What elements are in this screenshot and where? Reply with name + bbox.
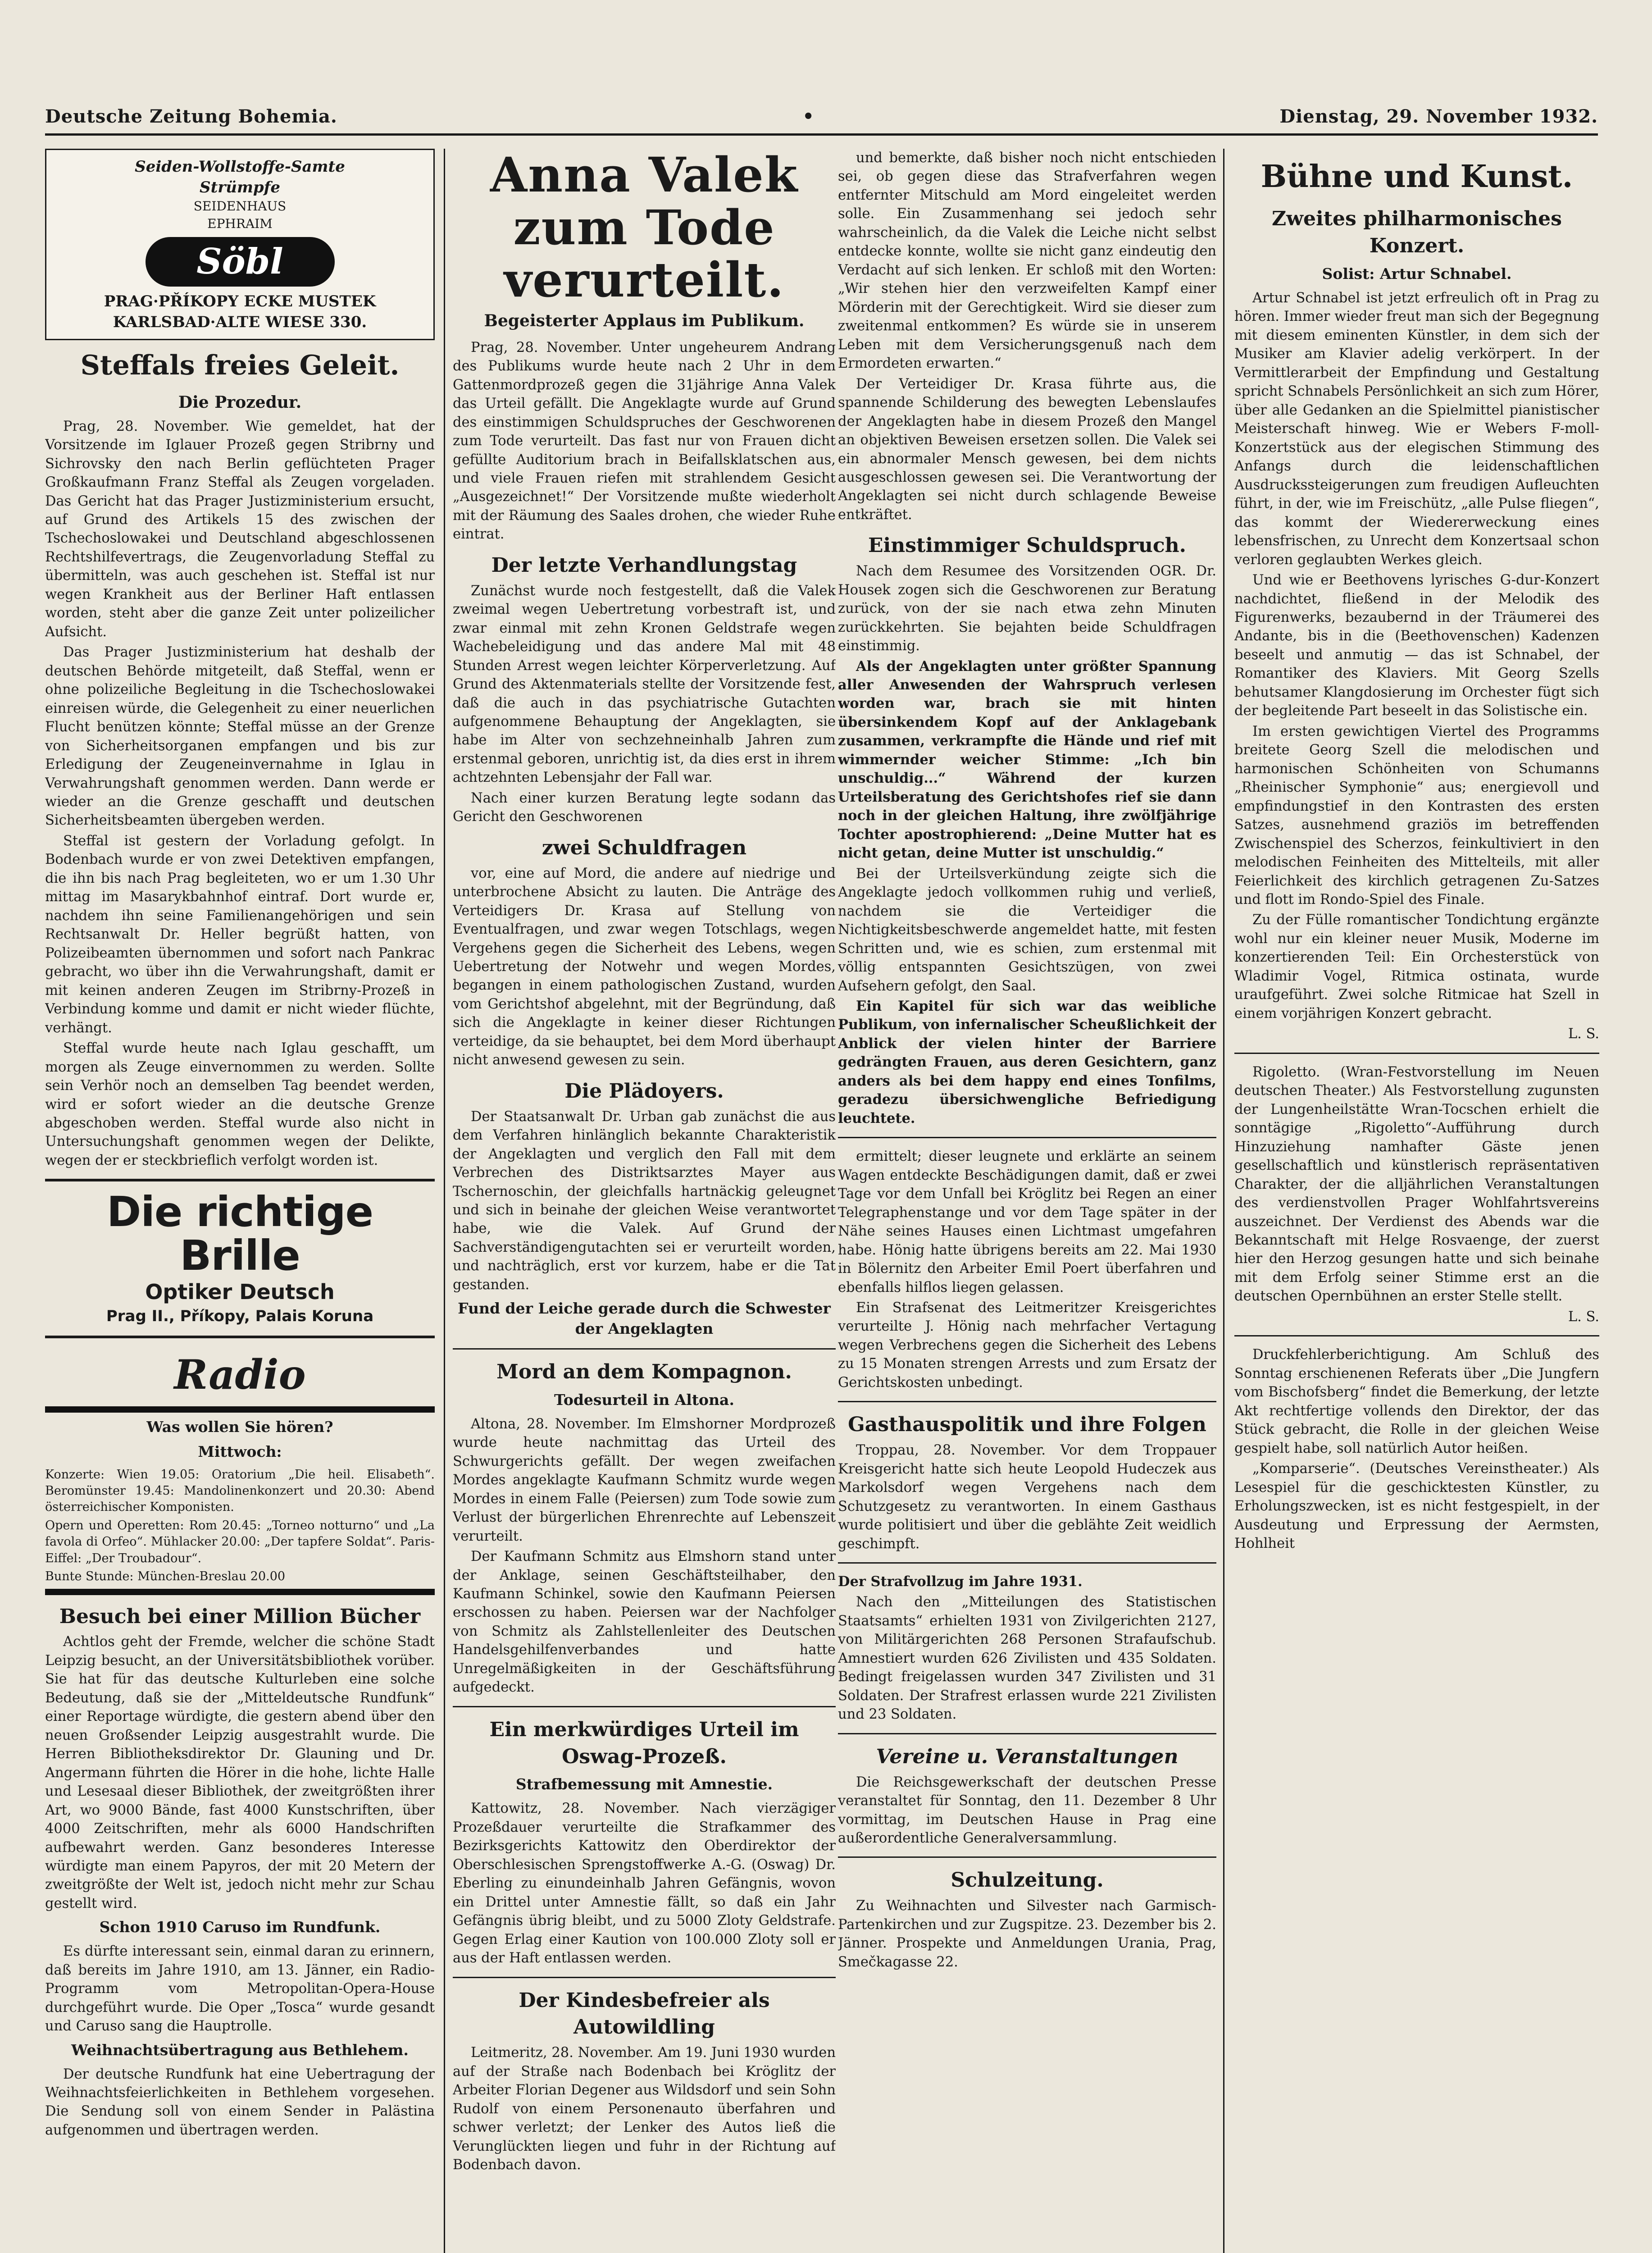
article-headline: Der letzte Verhandlungstag	[491, 553, 797, 577]
optician-ad	[45, 1190, 435, 1327]
article-paragraph: Leitmeritz, 28. November. Am 19. Juni 1930 wurden auf der Straße nach Bodenbach bei Kröglitz der Arbeiter Florian Degener aus Wildsdorf und sein Sohn Rudolf von einem Personenauto überfahren und schwer verletzt; der Lenker des Autos ließ die Verunglückten liegen und fuhr in der Richtung auf Bodenbach davon.	[453, 2045, 836, 2173]
article-paragraph: Prag, 28. November. Unter ungeheurem Andrang des Publikums wurde heute nach 2 Uhr in dem Gattenmordprozeß gegen die 31jährige Anna Valek das Urteil gefällt. Die Angeklagte wurde auf Grund des einstimmigen Schuldspruches der Geschworenen zum Tode verurteilt. Das fast nur von Frauen dicht gefüllte Auditorium brach in Beifallsklatschen aus, und viele Frauen riefen mit strahlendem Gesicht „Ausgezeichnet!“ Der Vorsitzende mußte wiederholt mit der Räumung des Saales drohen, che wieder Ruhe eintrat.	[453, 339, 836, 543]
article-paragraph: Kattowitz, 28. November. Nach vierzägiger Prozeßdauer verurteilte die Strafkammer des Bezirksgerichts Kattowitz den Oberdirektor der Oberschlesischen Sprengstoffwerke A.-G. (Oswag) Dr. Eberling zu einundeinhalb Jahren Gefängnis, wovon ein Drittel unter Amnestie fällt, so daß ein Jahr Gefängnis übrig bleibt, und zu 5000 Zloty Geldstrafe. Gegen Erlag einer Kaution von 100.000 Zloty soll er aus der Haft entlassen werden.	[453, 1801, 836, 1966]
article-paragraph: Zu der Fülle romantischer Tondichtung ergänzte wohl nur ein kleiner neuer Musik, Moderne im konzertierenden Teil: Ein Orchesterstück von Wladimir Vogel, Ritmica ostinata, wurde uraufgeführt. Zwei solche Ritmicae hat Szell in einem vorjährigen Konzert gebracht.	[1234, 912, 1599, 1022]
article-paragraph: Und wie er Beethovens lyrisches G-dur-Konzert nachdichtet, fließend in der Melodik des Figurenwerks, bezaubernd in der Träumerei des Andante, bis in die (Beethovenschen) Kadenzen beseelt und anmutig — das ist Schnabel, der Romantiker des Klaviers. Mit Georg Szells behutsamer Klangdosierung im Orchester fügt sich der begleitende Part beseelt in das Solistische ein.	[1234, 572, 1599, 719]
ad-line-2: Strümpfe	[200, 178, 280, 197]
article-headline: Gasthauspolitik und ihre Folgen	[848, 1413, 1206, 1437]
optician-ad-title: Die richtige Brille	[106, 1188, 373, 1280]
article-paragraph: Der Strafvollzug im Jahre 1931.	[838, 1573, 1083, 1590]
article-paragraph: Artur Schnabel ist jetzt erfreulich oft in Prag zu hören. Immer wieder freut man sich der Begegnung mit diesem eminenten Künstler, in dem sich der Musiker am Klavier adelig verkörpert. In der Vermittlerarbeit der Empfindung und Gestaltung spricht Schnabels Persönlichkeit an sich zum Hörer, über alle Gedanken an die Spielmittel pianistischer Meisterschaft hinweg. Wie er Webers F-moll-Konzertstück aus der elegischen Stimmung des Anfangs durch die leidenschaftlichen Ausdruckssteigerungen zum freudigen Aufleuchten führt, in der, wie im Freischütz, „alle Pulse fliegen“, das kommt der Wiedererweckung eines lebensfrischen, zu Unrecht dem Konzertsaal schon verloren geglaubten Werkes gleich.	[1234, 290, 1599, 568]
article-headline: Vereine u. Veranstaltungen	[876, 1745, 1179, 1768]
ad-ephraim: EPHRAIM	[207, 216, 273, 231]
article-paragraph: Zu Weihnachten und Silvester nach Garmisch-Partenkirchen und zur Zugspitze. 23. Dezember bis 2. Jänner. Prospekte und Anmeldungen Urania, Prag, Smečkagasse 22.	[838, 1898, 1216, 1970]
article-headline: Die Plädoyers.	[564, 1079, 724, 1103]
optician-ad-address: Prag II., Příkopy, Palais Koruna	[106, 1307, 374, 1326]
radio-line: Bunte Stunde: München-Breslau 20.00	[45, 1569, 286, 1584]
ad-logo: Söbl	[146, 237, 335, 287]
divider	[1234, 1053, 1599, 1054]
radio-section-title: Radio	[174, 1351, 306, 1399]
article-headline: Einstimmiger Schuldspruch.	[868, 534, 1186, 557]
article-headline: Mord an dem Kompagnon.	[496, 1360, 792, 1384]
article-paragraph: ermittelt; dieser leugnete und erklärte an seinem Wagen entdeckte Beschädigungen damit, daß er zwei Tage vor dem Unfall bei Kröglitz bei Regen an einer Telegraphenstange und vor dem Tage später in der Nähe seines Hauses einen Lichtmast umgefahren habe. Hönig hatte übrigens bereits am 22. Mai 1930 in Bölernitz den Arbeiter Emil Poert überfahren und ebenfalls hilflos liegen gelassen.	[838, 1149, 1216, 1295]
article-headline: zwei Schuldfragen	[542, 836, 747, 859]
divider	[45, 1179, 435, 1181]
ad-line-1: Seiden-Wollstoffe-Samte	[135, 158, 345, 176]
article-headline: Weihnachtsübertragung aus Bethlehem.	[71, 2041, 409, 2059]
article-paragraph: Druckfehlerberichtigung. Am Schluß des Sonntag erschienenen Referats über „Die Jungfern vom Bischofsberg“ findet die Bemerkung, der letzte Akt rechtfertige vollends den Direktor, der das Stück gebracht, die Rolle in der gleichen Weise gespielt habe, soll natürlich Autor heißen.	[1234, 1347, 1599, 1456]
article-paragraph: Der deutsche Rundfunk hat eine Uebertragung der Weihnachtsfeierlichkeiten in Bethlehem vorgesehen. Die Sendung soll von einem Sender in Palästina aufgenommen und übertragen werden.	[45, 2066, 435, 2138]
lead-subheadline: Begeisterter Applaus im Publikum.	[484, 311, 805, 330]
radio-bar	[45, 1589, 435, 1595]
section-headline: Bühne und Kunst.	[1261, 159, 1573, 195]
column-divider	[444, 149, 445, 2253]
column-divider	[1223, 149, 1224, 2253]
radio-bar	[45, 1406, 435, 1413]
ad-seidenhaus: SEIDENHAUS	[193, 199, 287, 214]
article-paragraph: Der Verteidiger Dr. Krasa führte aus, die spannende Schilderung des bewegten Lebenslaufes der Angeklagten habe in diesem Prozeß den Mangel an objektiven Beweisen ersetzen sollen. Die Valek sei ein abnormaler Mensch gewesen, bei dem nichts ausgeschlossen gewesen sei. Die Verantwortung der Angeklagten sei nicht durch schlagende Beweise entkräftet.	[838, 376, 1216, 523]
article-paragraph: Der Staatsanwalt Dr. Urban gab zunächst die aus dem Verfahren hinlänglich bekannte Charakteristik der Angeklagten und verglich den Fall mit dem Verbrechen des Distriktsarztes Mayer aus Tschernoschin, der gleichfalls hartnäckig geleugnet und sich in beinahe der gleichen Weise verantwortet habe, wie die Valek. Auf Grund der Sachverständigengutachten sei er verurteilt worden, und nachträglich, erst vor kurzem, habe er die Tat gestanden.	[453, 1108, 836, 1293]
divider	[1234, 1335, 1599, 1336]
article-paragraph: Nach den „Mitteilungen des Statistischen Staatsamts“ erhielten 1931 von Zivilgerichten 2127, von Militärgerichten 268 Personen Strafaufschub. Amnestiert wurden 626 Zivilisten und 435 Soldaten. Bedingt freigelassen wurden 347 Zivilisten und 31 Soldaten. Der Strafrest erlassen wurde 221 Zivilisten und 23 Soldaten.	[838, 1594, 1216, 1723]
article-paragraph: und bemerkte, daß bisher noch nicht entschieden sei, ob gegen diese das Strafverfahren wegen entfernter Mitschuld am Mord eingeleitet werden solle. Ein Zusammenhang sei jedoch sehr wahrscheinlich, da die Valek die Leiche nicht selbst entdecke konnte, wollte sie nicht ganz eindeutig den Verdacht auf sich lenken. Er schloß mit den Worten: „Wir stehen hier den verzweifelten Kampf einer Mörderin mit der Gerechtigkeit. Wird sie dieser zum zweitenmal entkommen? Es würde sie in unserem Leben mit dem Versicherungsgenuß nach dem Ermordeten erwarten.“	[838, 150, 1216, 372]
article-paragraph: Nach einer kurzen Beratung legte sodann das Gericht den Geschworenen	[453, 790, 836, 825]
article-subheadline: Strafbemessung mit Amnestie.	[515, 1775, 773, 1793]
article-subheadline: Todesurteil in Altona.	[554, 1391, 734, 1409]
radio-subtitle: Was wollen Sie hören?	[146, 1418, 333, 1436]
optician-ad-name: Optiker Deutsch	[145, 1279, 335, 1304]
column-2	[453, 149, 836, 2253]
article-paragraph: Als der Angeklagten unter größter Spannung aller Anwesenden der Wahrspruch verlesen worden war, brach sie mit hinten übersinkendem Kopf auf der Anklagebank zusammen, verkrampfte die Hände und rief mit wimmernder weicher Stimme: „Ich bin unschuldig...“ Während der kurzen Urteilsberatung des Gerichtshofes rief sie dann noch in der gleichen Haltung, ihre zwölfjährige Tochter apostrophierend: „Deine Mutter hat es nicht getan, deine Mutter ist unschuldig.“	[838, 658, 1216, 862]
radio-line: Opern und Operetten: Rom 20.45: „Torneo notturno“ und „La favola di Orfeo“. Mühlacker 20.00: „Der tapfere Soldat“. Paris-Eiffel: „Der Troubadour“.	[45, 1518, 435, 1565]
article-headline: Zweites philharmonisches Konzert.	[1272, 207, 1562, 258]
divider	[838, 1562, 1216, 1564]
article-headline: Ein merkwürdiges Urteil im Oswag-Prozeß.	[489, 1718, 799, 1768]
article-paragraph: Es dürfte interessant sein, einmal daran zu erinnern, daß bereits im Jahre 1910, am 13. Jänner, ein Radio-Programm vom Metropolitan-Opera-House durchgeführt wurde. Die Oper „Tosca“ wurde gesandt und Caruso sang die Hauptrolle.	[45, 1943, 435, 2034]
article-subheadline: Die Prozedur.	[178, 392, 302, 412]
article-paragraph: Steffal wurde heute nach Iglau geschafft, um morgen als Zeuge einvernommen zu werden. Sollte sein Verhör noch an demselben Tag beendet werden, wird er sofort wieder an die deutsche Grenze abgeschoben werden. Steffal wurde also nicht in Untersuchungshaft genommen wegen der Delikte, wegen der er steckbrieflich verfolgt worden ist.	[45, 1040, 435, 1168]
header-paper-name: Deutsche Zeitung Bohemia.	[45, 106, 337, 127]
radio-line: Konzerte: Wien 19.05: Oratorium „Die heil. Elisabeth“. Beromünster 19.45: Mandolinenkonzert und 20.30: Abend österreichischer Komponisten.	[45, 1467, 435, 1514]
article-headline: Steffals freies Geleit.	[80, 350, 400, 382]
page-header	[45, 106, 1598, 136]
column-4	[1234, 149, 1599, 2253]
article-paragraph: Ein Strafsenat des Leitmeritzer Kreisgerichtes verurteilte J. Hönig nach mehrfacher Vertagung wegen Verbrechens gegen die Sicherheit des Lebens zu 15 Monaten strengen Arrests und zum Ersatz der Gerichtskosten unbedingt.	[838, 1300, 1216, 1391]
article-paragraph: vor, eine auf Mord, die andere auf niedrige und unterbrochene Absicht zu lauten. Die Anträge des Verteidigers Dr. Krasa auf Stellung von Eventualfragen, und zwar wegen Totschlags, wegen Vergehens gegen die Sicherheit des Lebens, wegen Uebertretung der Notwehr und wegen Mordes, begangen in einem pathologischen Zustand, wurden vom Gerichtshof abgelehnt, mit der Begründung, daß sich die Angeklagte in keiner dieser Richtungen verteidige, da sie behauptet, bei dem Mord überhaupt nicht anwesend gewesen zu sein.	[453, 865, 836, 1068]
divider	[453, 1348, 836, 1350]
divider	[838, 1733, 1216, 1734]
article-paragraph: Im ersten gewichtigen Viertel des Programms breitete Georg Szell die melodischen und harmonischen Schönheiten von Schumanns „Rheinischer Symphonie“ aus; energievoll und empfindungstief in den Kontrasten des ersten Satzes, ausnehmend graziös im betreffenden Zwischenspiel des Scherzos, feinkultiviert in den melodischen Feinheiten des Mittelteils, mit aller Feierlichkeit des kirchlich getragenen Zu-Satzes und flott im Rondo-Spiel des Finale.	[1234, 723, 1599, 908]
radio-day: Mittwoch:	[198, 1442, 282, 1460]
header-page-number: •	[802, 106, 815, 127]
article-headline: Schulzeitung.	[951, 1869, 1104, 1892]
article-paragraph: Die Reichsgewerkschaft der deutschen Presse veranstaltet für Sonntag, den 11. Dezember 8 Uhr vormittag, im Deutschen Hause in Prag eine außerordentliche Generalversammlung.	[838, 1774, 1216, 1846]
article-paragraph: Nach dem Resumee des Vorsitzenden OGR. Dr. Housek zogen sich die Geschworenen zur Beratung zurück, von der sie nach etwa zehn Minuten zurückkehrten. Sie bejahten beide Schuldfragen einstimmig.	[838, 563, 1216, 654]
author-signature: L. S.	[1568, 1026, 1599, 1042]
article-paragraph: Ein Kapitel für sich war das weibliche Publikum, von infernalischer Scheußlichkeit der Anblick der vielen hinter der Barriere gedrängten Frauen, aus deren Gesichtern, ganz anders als bei dem happy end eines Tonfilms, geradezu übersichwengliche Befriedigung leuchtete.	[838, 998, 1216, 1126]
author-signature: L. S.	[1568, 1309, 1599, 1325]
article-paragraph: Der Kaufmann Schmitz aus Elmshorn stand unter der Anklage, seinen Geschäftsteilhaber, den Kaufmann Schinkel, sowie den Kaufmann Peiersen erschossen zu haben. Peiersen war der Nachfolger von Schmitz als Zahlstellenleiter des Deutschen Handelsgehilfenverbandes und hatte Unregelmäßigkeiten in der Geschäftsführung aufgedeckt.	[453, 1549, 836, 1696]
divider	[838, 1856, 1216, 1858]
article-paragraph: Steffal ist gestern der Vorladung gefolgt. In Bodenbach wurde er von zwei Detektiven empfangen, die ihn bis nach Prag begleiteten, wo er um 1.30 Uhr mittag im Masarykbahnhof eintraf. Dort wurde er, nachdem ihn seine Familienangehörigen und sein Rechtsanwalt Dr. Heller begrüßt hatten, von Polizeibeamten übernommen und sofort nach Pankrac gebracht, wo über ihn die Verwahrungshaft, damit er mit keinen anderen Zeugen im Stribrny-Prozeß in Verbindung komme und damit er nicht wieder flüchte, verhängt.	[45, 833, 435, 1036]
article-subheadline: Solist: Artur Schnabel.	[1322, 265, 1512, 283]
article-paragraph: Prag, 28. November. Wie gemeldet, hat der Vorsitzende im Iglauer Prozeß gegen Stribrny und Sichrovsky den nach Berlin geflüchteten Prager Großkaufmann Franz Steffal als Zeugen vorgeladen. Das Gericht hat das Prager Justizministerium ersucht, auf Grund des Artikels 15 des zwischen der Tschechoslowakei und Deutschland abgeschlossenen Rechtshilfevertrags, die Zeugenvorladung Steffal zu übermitteln, was auch geschehen ist. Steffal ist nur wegen Krankheit aus der Berliner Haft entlassen worden, steht aber die ganze Zeit unter polizeilicher Aufsicht.	[45, 418, 435, 640]
article-headline: Schon 1910 Caruso im Rundfunk.	[99, 1918, 381, 1936]
article-paragraph: Das Prager Justizministerium hat deshalb der deutschen Behörde mitgeteilt, daß Steffal, wenn er ohne polizeiliche Begleitung in die Tschechoslowakei einreisen würde, die Gelegenheit zu einer neuerlichen Flucht benützen könnte; Steffal müsse an der Grenze von Sicherheitsorganen empfangen und bis zur Erledigung der Zeugeneinvernahme in Iglau in Verwahrungshaft genommen werden. Dann werde er wieder an die Grenze geschafft und deutschen Sicherheitsbeamten übergeben werden.	[45, 644, 435, 829]
article-headline: Der Kindesbefreier als Autowildling	[519, 1988, 770, 2039]
column-1	[45, 149, 435, 2253]
article-headline: Besuch bei einer Million Bücher	[59, 1605, 421, 1628]
column-3	[838, 149, 1216, 2253]
article-paragraph: Bei der Urteilsverkündung zeigte sich die Angeklagte jedoch vollkommen ruhig und verließ, nachdem sie die Verteidiger die Nichtigkeitsbeschwerde angemeldet hatte, mit festen Schritten und, wie es schien, zum erstenmal mit völlig entspannten Gesichtszügen, von zwei Aufsehern gefolgt, den Saal.	[838, 866, 1216, 994]
lead-headline: Anna Valek zum Tode verurteilt.	[490, 149, 799, 308]
article-paragraph: Altona, 28. November. Im Elmshorner Mordprozeß wurde heute nachmittag das Urteil des Schwurgerichts gefällt. Der wegen zweifachen Mordes angeklagte Kaufmann Schmitz wurde wegen Mordes in einem Falle (Peiersen) zum Tode sowie zum Verlust der bürgerlichen Ehrenrechte auf Lebenszeit verurteilt.	[453, 1416, 836, 1544]
article-paragraph: Zunächst wurde noch festgestellt, daß die Valek zweimal wegen Uebertretung vorbestraft ist, und zwar einmal mit zehn Kronen Geldstrafe wegen Wachebeleidigung und das andere Mal mit 48 Stunden Arrest wegen leichter Körperverletzung. Auf Grund des Aktenmaterials stellte der Vorsitzende fest, daß die auch in das psychiatrische Gutachten aufgenommene Behauptung der Angeklagten, sie habe im Alter von sechzehneinhalb Jahren zum erstenmal geboren, unrichtig ist, da dies erst in ihrem achtzehnten Lebensjahr der Fall war.	[453, 583, 836, 786]
header-date: Dienstag, 29. November 1932.	[1279, 106, 1598, 127]
divider	[838, 1137, 1216, 1138]
article-paragraph: Rigoletto. (Wran-Festvorstellung im Neuen deutschen Theater.) Als Festvorstellung zugunsten der Lungenheilstätte Wran-Tocschen erhielt die sonntägige „Rigoletto“-Aufführung durch Hinzuziehung namhafter Gäste jenen gesellschaftlich und künstlerisch repräsentativen Charakter, der die alljährlichen Veranstaltungen des verdienstvollen Prager Wohlfahrtsvereins auszeichnet. Der Verdienst des Abends war die Bekanntschaft mit Helge Rosvaenge, der zuerst hier den Herzog gesungen hatte und sich beinahe mit dem Erfolg seiner Stimme erst an die deutschen Opernbühnen an erster Stelle stellt.	[1234, 1064, 1599, 1304]
article-paragraph: Troppau, 28. November. Vor dem Troppauer Kreisgericht hatte sich heute Leopold Hudeczek aus Markolsdorf wegen Vergehens nach dem Schutzgesetz zu verantworten. In einem Gasthaus wurde politisiert und über die geblähte Zeit weidlich geschimpft.	[838, 1442, 1216, 1552]
ad-address-prague: PRAG·PŘÍKOPY ECKE MUSTEK	[104, 292, 376, 310]
ad-address-karlsbad: KARLSBAD·ALTE WIESE 330.	[113, 313, 367, 331]
silk-shop-ad	[45, 149, 435, 340]
article-paragraph: Achtlos geht der Fremde, welcher die schöne Stadt Leipzig besucht, an der Universitätsbibliothek vorüber. Sie hat für das deutsche Kulturleben eine solche Bedeutung, daß sie der „Mitteldeutsche Rundfunk“ einer Reportage würdigte, die gestern abend über den neuen Großsender Leipzig ausgestrahlt wurde. Die Herren Bibliotheksdirektor Dr. Glauning und Dr. Angermann führten die Hörer in die hohe, lichte Halle und Lesesaal dieser Bibliothek, der zweitgrößten ihrer Art, wo 9000 Bände, fast 4000 Kunstschriften, über 4000 Zeitschriften, mehr als 6000 Handschriften aufbewahrt werden. Ganz besonderes Interesse würdigte man einem Papyros, der mit 20 Metern der zweitgrößte der Welt ist, jedoch nicht mehr zur Schau gestellt wird.	[45, 1634, 435, 1911]
article-subheadline: Fund der Leiche gerade durch die Schwester der Angeklagten	[458, 1300, 831, 1338]
divider	[45, 1336, 435, 1338]
divider	[453, 1706, 836, 1707]
divider	[453, 1977, 836, 1978]
article-paragraph: „Komparserie“. (Deutsches Vereinstheater.) Als Lesespiel für die geschicktesten Künstler, zu Erholungszwecken, ist es nicht festgespielt, in der Ausdeutung und Erpressung der Aermsten, Hohlheit	[1234, 1461, 1599, 1551]
radio-program	[45, 1467, 435, 1585]
divider	[838, 1401, 1216, 1402]
